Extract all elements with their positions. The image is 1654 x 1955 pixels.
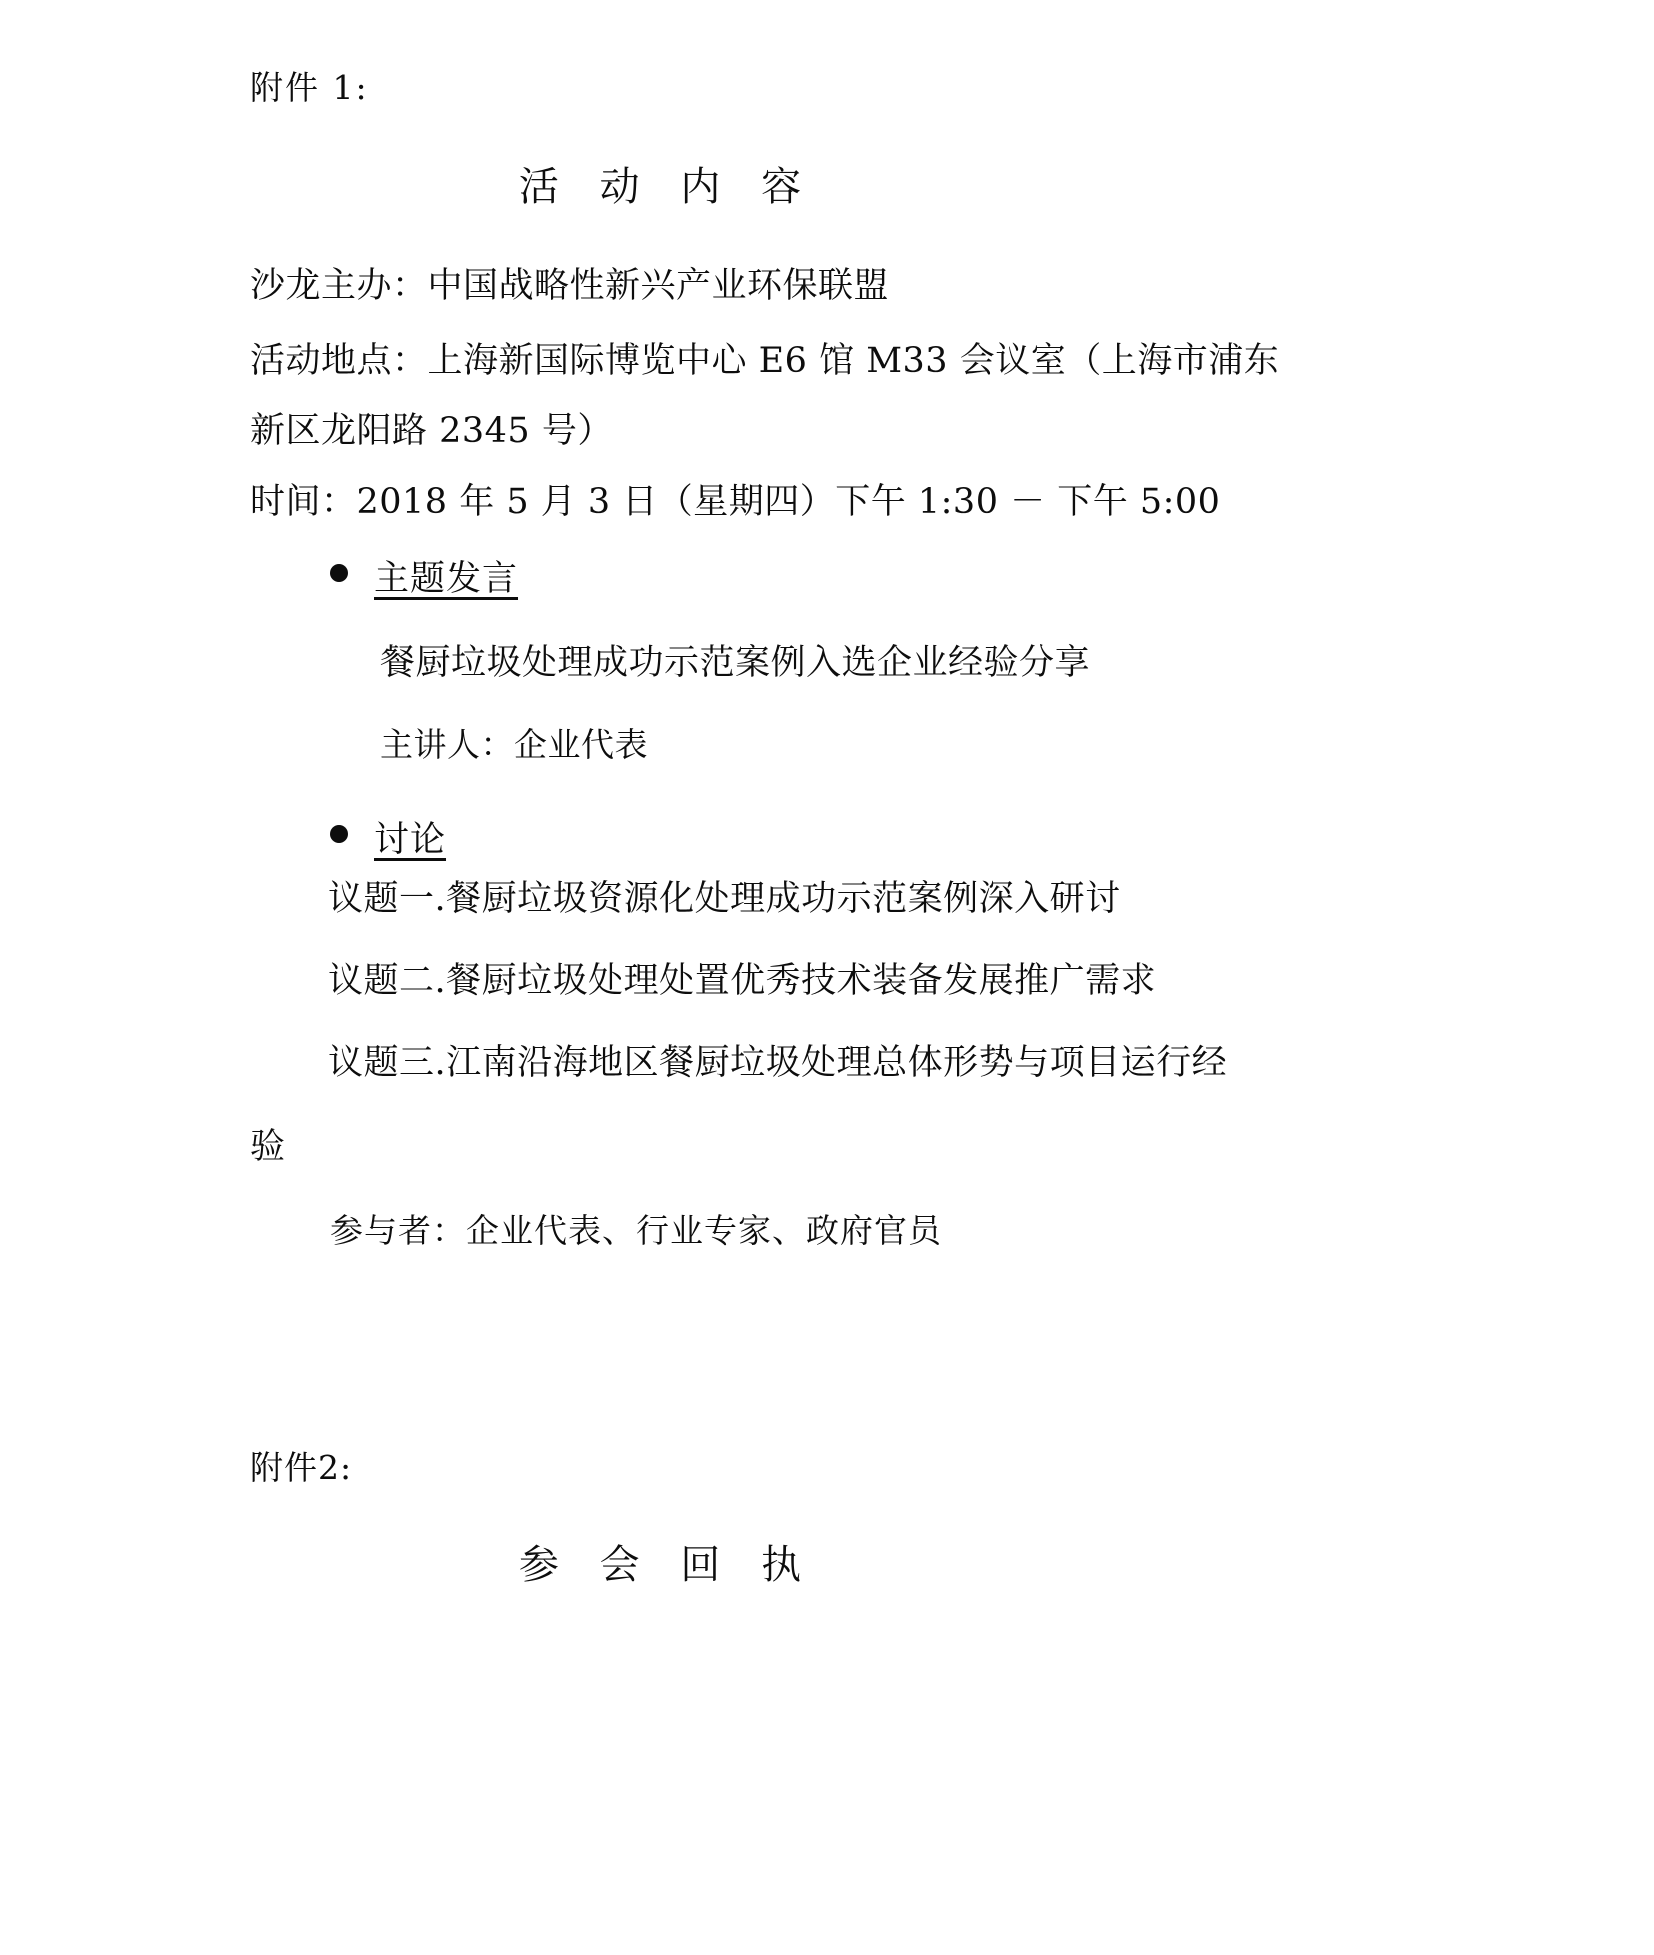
section-spacer [250,1252,1504,1442]
time-line: 时间：2018 年 5 月 3 日（星期四）下午 1:30 － 下午 5:00 [250,482,1221,523]
participants-line: 参与者：企业代表、行业专家、政府官员 [330,1210,942,1250]
discussion-topic-3: 议题三.江南沿海地区餐厨垃圾处理总体形势与项目运行经 [328,1043,1228,1084]
discussion-topic-2: 议题二.餐厨垃圾处理处置优秀技术装备发展推广需求 [328,961,1157,1001]
attachment-2-label: 附件2: [250,1447,353,1487]
section-keynote-heading [250,551,1504,601]
location-line-2: 新区龙阳路 2345 号） [250,411,613,452]
section-discussion-heading [250,812,1504,862]
discussion-topic-1: 议题一.餐厨垃圾资源化处理成功示范案例深入研讨 [328,878,1121,919]
page-title-activity-content: 活 动 内 容 [518,164,816,210]
attachment-1-label: 附件 1: [250,68,369,107]
section-keynote-label: 主题发言 [374,558,519,599]
location-line-1: 活动地点：上海新国际博览中心 E6 馆 M33 会议室（上海市浦东 [250,340,1280,381]
keynote-topic: 餐厨垃圾处理成功示范案例入选企业经验分享 [380,642,1091,683]
page-title-reply-slip: 参 会 回 执 [518,1541,816,1588]
keynote-speaker: 主讲人：企业代表 [380,724,648,764]
section-discussion-label: 讨论 [374,819,447,860]
bullet-dot-icon [330,564,348,582]
organizer-line: 沙龙主办：中国战略性新兴产业环保联盟 [250,266,890,306]
discussion-topic-3-continuation: 验 [250,1126,286,1167]
bullet-dot-icon [330,825,348,843]
